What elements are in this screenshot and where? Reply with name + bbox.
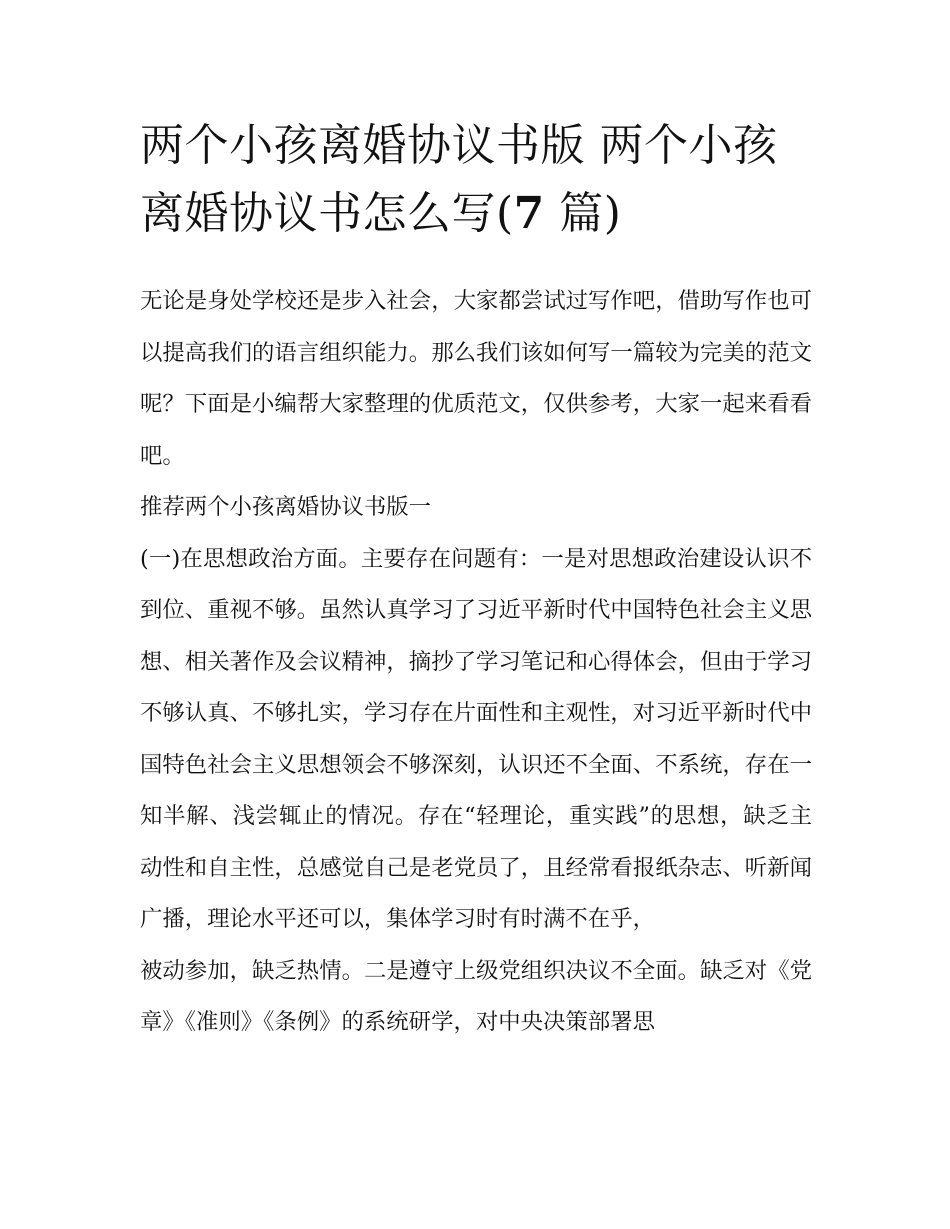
section-heading: 推荐两个小孩离婚协议书版一 [140,494,432,520]
document-title [140,112,812,248]
intro-paragraph: 无论是身处学校还是步入社会，大家都尝试过写作吧，借助写作也可以提高我们的语言组织能力。那么我们该如何写一篇较为完美的范文呢？下面是小编帮大家整理的优质范文，仅供参考，大家一起来看看吧。 [140,288,812,469]
title-text-end: 篇) [544,188,622,239]
title-text-main: 两个小孩离婚协议书版 两个小孩离婚协议书怎么写( [140,120,778,239]
body-paragraph: 被动参加，缺乏热情。二是遵守上级党组织决议不全面。缺乏对《党章》《准则》《条例》的系统研学，对中央决策部署思 [140,957,812,1035]
document-content [140,112,812,1049]
document-body [140,276,812,1049]
title-article-count: 7 [513,188,545,239]
body-paragraph: (一)在思想政治方面。主要存在问题有：一是对思想政治建设认识不到位、重视不够。虽然认真学习了习近平新时代中国特色社会主义思想、相关著作及会议精神，摘抄了学习笔记和心得体会，但由于学习不够认真、不够扎实，学习存在片面性和主观性，对习近平新时代中国特色社会主义思想领会不够深刻，认识还不全面、不系统，存在一知半解、浅尝辄止的情况。存在“轻理论，重实践”的思想，缺乏主动性和自主性，总感觉自己是老党员了，且经常看报纸杂志、听新闻广播，理论水平还可以，集体学习时有时满不在乎， [140,545,812,932]
